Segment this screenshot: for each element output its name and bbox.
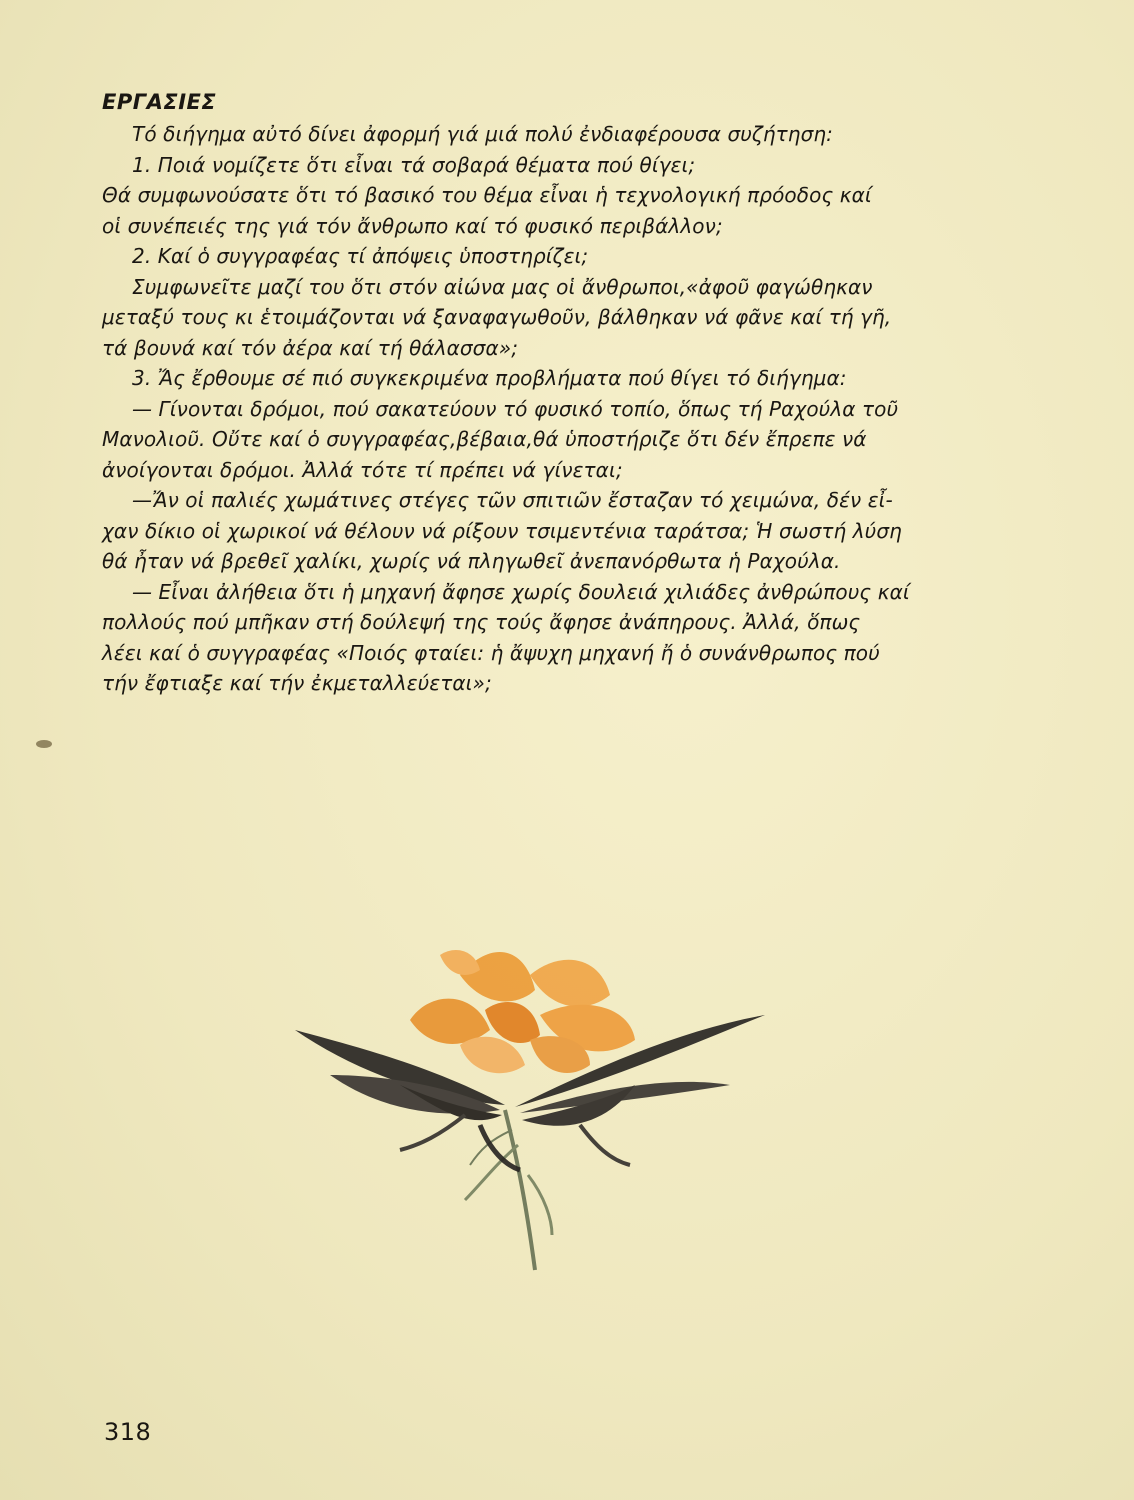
text-line: 1. Ποιά νομίζετε ὅτι εἶναι τά σοβαρά θέματα πού θίγει; [132, 152, 696, 177]
text-line: μεταξύ τους κι ἑτοιμάζονται νά ξαναφαγωθοῦν, βάλθηκαν νά φᾶνε καί τή γῆ, [102, 305, 892, 329]
exercises-section [102, 88, 982, 699]
text-line: — Εἶναι ἀλήθεια ὅτι ἡ μηχανή ἄφησε χωρίς δουλειά χιλιάδες ἀνθρώπους καί [132, 579, 910, 604]
text-line: — Γίνονται δρόμοι, πού σακατεύουν τό φυσικό τοπίο, ὅπως τή Ραχούλα τοῦ [132, 396, 899, 421]
flower-petals [410, 950, 635, 1073]
text-line: οἱ συνέπειές της γιά τόν ἄνθρωπο καί τό φυσικό περιβάλλον; [102, 213, 723, 238]
margin-blot [36, 740, 52, 748]
text-line: —Ἄν οἱ παλιές χωμάτινες στέγες τῶν σπιτιῶν ἔσταζαν τό χειμώνα, δέν εἶ- [132, 488, 893, 512]
text-line: πολλούς πού μπῆκαν στή δούλεψή της τούς ἄφησε ἀνάπηρους. Ἀλλά, ὅπως [102, 610, 861, 634]
flower-stem [465, 1110, 552, 1270]
exercise-text [102, 119, 982, 699]
text-line: λέει καί ὁ συγγραφέας «Ποιός φταίει: ἡ ἄψυχη μηχανή ἤ ὁ συνάνθρωπος πού [102, 640, 880, 665]
section-heading: ΕΡΓΑΣΙΕΣ [102, 90, 217, 114]
text-line: Τό διήγημα αὐτό δίνει ἀφορμή γιά μιά πολύ ἐνδιαφέρουσα συζήτηση: [132, 122, 833, 146]
text-line: ἀνοίγονται δρόμοι. Ἀλλά τότε τί πρέπει νά γίνεται; [102, 457, 623, 482]
text-line: χαν δίκιο οἱ χωρικοί νά θέλουν νά ρίξουν τσιμεντένια ταράτσα; Ἡ σωστή λύση [102, 518, 902, 543]
text-line: 2. Καί ὁ συγγραφέας τί ἀπόψεις ὑποστηρίζει; [132, 244, 589, 268]
text-line: 3. Ἄς ἔρθουμε σέ πιό συγκεκριμένα προβλήματα πού θίγει τό διήγημα: [132, 366, 847, 390]
text-line: τήν ἔφτιαξε καί τήν ἐκμεταλλεύεται»; [102, 671, 492, 695]
text-line: Θά συμφωνούσατε ὅτι τό βασικό του θέμα εἶναι ἡ τεχνολογική πρόοδος καί [102, 183, 872, 207]
flower-illustration [290, 935, 770, 1285]
text-line: Συμφωνεῖτε μαζί του ὅτι στόν αἰώνα μας οἱ ἄνθρωποι,«ἀφοῦ φαγώθηκαν [132, 274, 873, 299]
text-line: Μανολιοῦ. Οὔτε καί ὁ συγγραφέας,βέβαια,θά ὑποστήριζε ὅτι δέν ἔπρεπε νά [102, 427, 867, 451]
page-number: 318 [104, 1418, 152, 1446]
text-line: θά ἦταν νά βρεθεῖ χαλίκι, χωρίς νά πληγωθεῖ ἀνεπανόρθωτα ἡ Ραχούλα. [102, 549, 841, 573]
text-line: τά βουνά καί τόν ἀέρα καί τή θάλασσα»; [102, 335, 519, 360]
